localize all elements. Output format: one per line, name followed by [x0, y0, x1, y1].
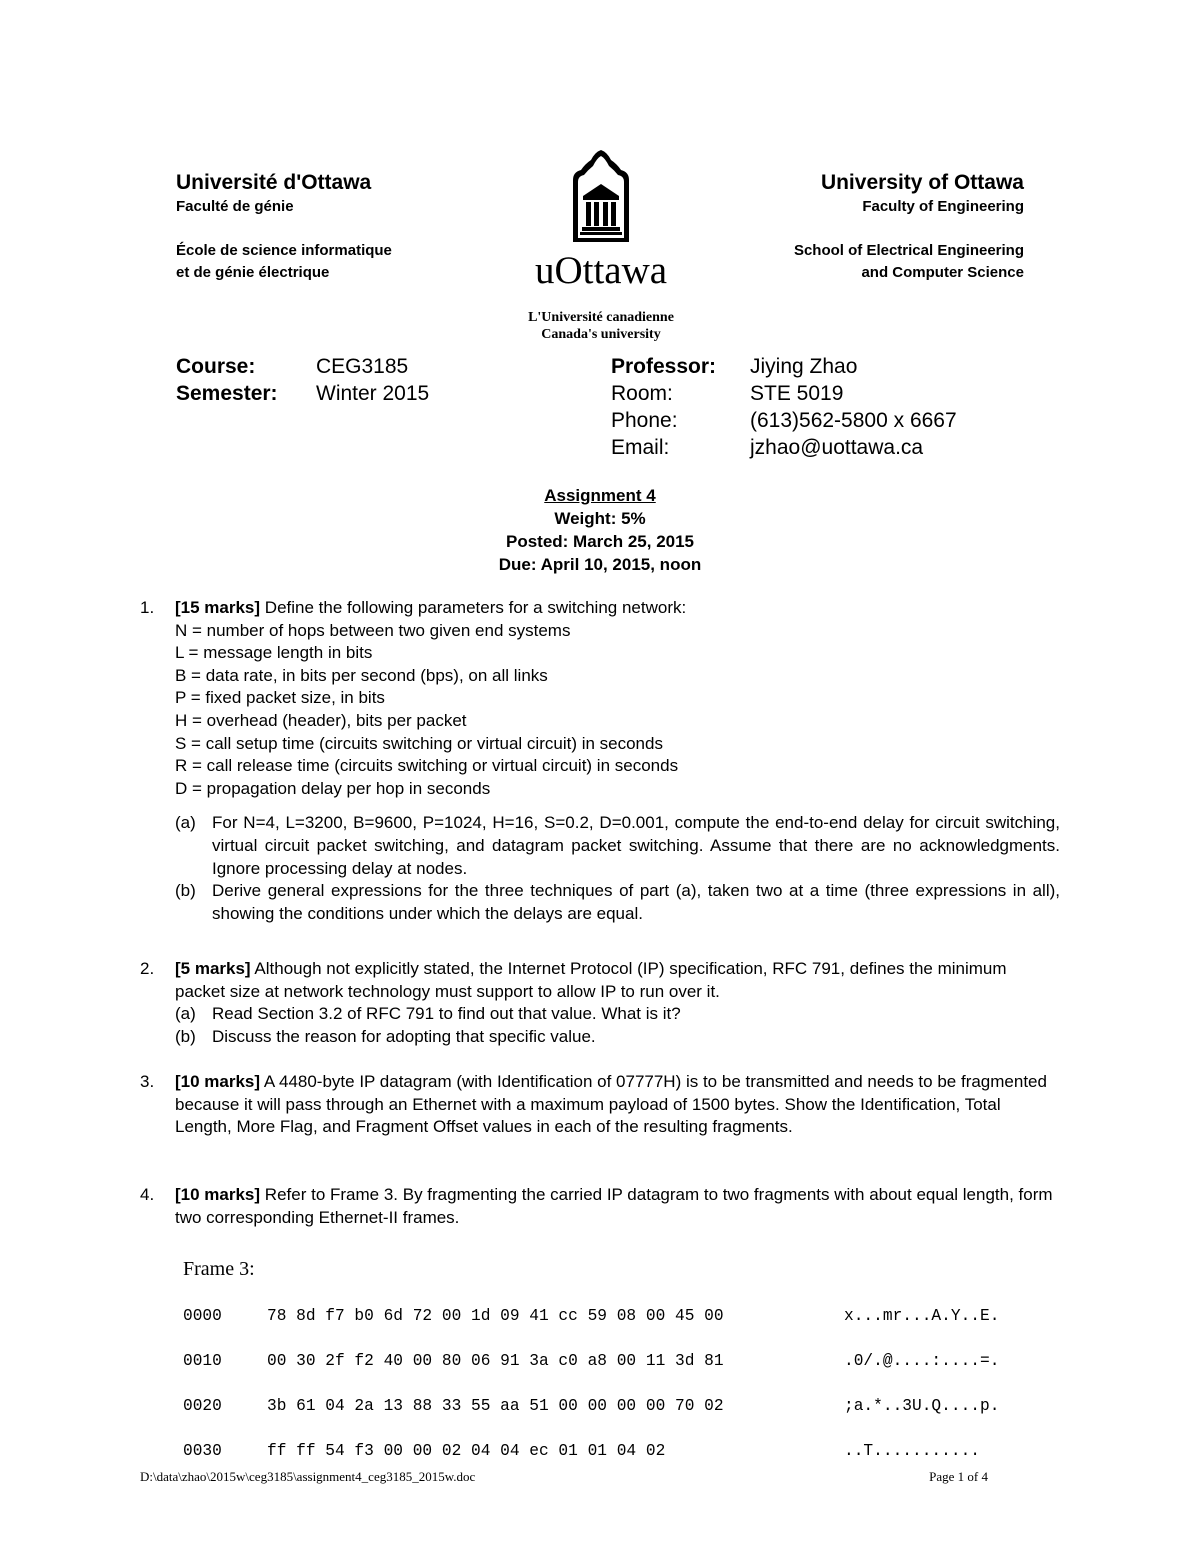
logo-tagline-fr: L'Université canadienne — [528, 310, 674, 325]
question-marks: [5 marks] — [175, 959, 251, 978]
hex-ascii: .0/.@....:....=. — [844, 1351, 1000, 1370]
hex-offset: 0000 — [183, 1306, 222, 1325]
footer-file-path: D:\data\zhao\2015w\ceg3185\assignment4_ceg3185_2015w.doc — [140, 1469, 476, 1484]
frame-title: Frame 3: — [183, 1258, 255, 1280]
part-text: Read Section 3.2 of RFC 791 to find out that value. What is it? — [212, 1004, 681, 1024]
fr-school-line2: et de génie électrique — [176, 264, 330, 281]
part-text: Discuss the reason for adopting that specific value. — [212, 1026, 596, 1046]
assignment-posted: Posted: March 25, 2015 — [505, 532, 695, 551]
question-2 — [140, 958, 1060, 1048]
fr-faculty-name: Faculté de génie — [176, 198, 294, 215]
question-4 — [140, 1184, 1060, 1229]
assignment-title: Assignment 4 — [544, 486, 656, 505]
university-building-icon — [515, 146, 687, 246]
param-h: H = overhead (header), bits per packet — [175, 710, 467, 730]
hex-row — [183, 1350, 999, 1373]
fr-school-name — [176, 240, 392, 284]
logo-tagline-en: Canada's university — [541, 327, 661, 342]
hex-offset: 0010 — [183, 1351, 222, 1370]
param-b: B = data rate, in bits per second (bps), on all links — [175, 665, 548, 685]
question-number: 2. — [140, 959, 155, 978]
en-faculty-name: Faculty of Engineering — [862, 198, 1024, 215]
hex-row — [183, 1305, 999, 1328]
param-s: S = call setup time (circuits switching or virtual circuit) in seconds — [175, 733, 663, 753]
semester-value: Winter 2015 — [316, 382, 430, 405]
fr-school-line1: École de science informatique — [176, 242, 392, 259]
part-tag: (b) — [175, 881, 196, 901]
question-1 — [140, 597, 1060, 925]
course-info-left — [176, 353, 429, 407]
hex-bytes: 3b 61 04 2a 13 88 33 55 aa 51 00 00 00 00 70 02 — [267, 1396, 724, 1415]
part-tag: (a) — [175, 813, 196, 833]
hex-bytes: 00 30 2f f2 40 00 80 06 91 3a c0 a8 00 11 3d 81 — [267, 1351, 724, 1370]
logo-wordmark: uOttawa — [534, 249, 668, 292]
question-number: 4. — [140, 1185, 155, 1204]
hex-ascii: ;a.*..3U.Q....p. — [844, 1396, 1000, 1415]
question-part-a — [175, 1003, 1060, 1026]
param-r: R = call release time (circuits switching or virtual circuit) in seconds — [175, 756, 679, 776]
question-intro: Refer to Frame 3. By fragmenting the carried IP datagram to two fragments with about equal length, form two corresponding Ethernet-II frames. — [175, 1185, 1053, 1227]
hex-row — [183, 1395, 999, 1418]
question-intro: A 4480-byte IP datagram (with Identification of 07777H) is to be transmitted and needs to be fragmented because it will pass through an Ethernet with a maximum payload of 1500 bytes. Show the Identification, Total Length, More Flag, and Fragment Offset values in each of the resulting fragments. — [175, 1072, 1047, 1137]
question-part-b — [175, 1026, 1060, 1049]
hex-dump — [183, 1282, 999, 1485]
phone-value: (613)562-5800 x 6667 — [750, 409, 957, 432]
question-intro: Although not explicitly stated, the Internet Protocol (IP) specification, RFC 791, defines the minimum packet size at network technology must support to allow IP to run over it. — [175, 959, 1007, 1001]
fr-university-name: Université d'Ottawa — [176, 171, 372, 194]
part-text: For N=4, L=3200, B=9600, P=1024, H=16, S=0.2, D=0.001, compute the end-to-end delay for circuit switching, virtual circuit packet switching, and datagram packet switching. Assume that there are no acknowledgments. Ignore processing delay at nodes. — [212, 813, 1060, 878]
hex-row — [183, 1440, 999, 1463]
hex-bytes: 78 8d f7 b0 6d 72 00 1d 09 41 cc 59 08 00 45 00 — [267, 1306, 724, 1325]
en-school-line1: School of Electrical Engineering — [793, 242, 1024, 259]
param-p: P = fixed packet size, in bits — [175, 688, 385, 708]
param-d: D = propagation delay per hop in seconds — [175, 778, 491, 798]
question-part-a — [175, 812, 1060, 880]
part-text: Derive general expressions for the three techniques of part (a), taken two at a time (three expressions in all), showing the conditions under which the delays are equal. — [212, 881, 1060, 923]
hex-offset: 0020 — [183, 1396, 222, 1415]
question-marks: [10 marks] — [175, 1185, 261, 1204]
hex-ascii: x...mr...A.Y..E. — [844, 1306, 1000, 1325]
en-school-line2: and Computer Science — [861, 264, 1024, 281]
course-info-right — [611, 353, 957, 461]
question-3 — [140, 1071, 1060, 1139]
hex-ascii: ..T........... — [844, 1441, 980, 1460]
professor-value: Jiying Zhao — [750, 355, 858, 378]
en-school-name — [794, 240, 1024, 284]
footer-page-number: Page 1 of 4 — [929, 1469, 988, 1484]
part-tag: (b) — [175, 1026, 196, 1046]
professor-label: Professor: — [611, 355, 717, 378]
hex-offset: 0030 — [183, 1441, 222, 1460]
hex-bytes: ff ff 54 f3 00 00 02 04 04 ec 01 01 04 02 — [267, 1441, 666, 1460]
question-intro: Define the following parameters for a switching network: — [264, 598, 687, 617]
assignment-weight: Weight: 5% — [554, 509, 646, 528]
param-l: L = message length in bits — [175, 643, 373, 663]
question-part-b — [175, 880, 1060, 925]
phone-label: Phone: — [611, 409, 678, 432]
logo-tagline — [515, 309, 687, 343]
email-label: Email: — [611, 436, 670, 459]
email-value: jzhao@uottawa.ca — [750, 436, 924, 459]
semester-label: Semester: — [176, 382, 278, 405]
room-label: Room: — [611, 382, 673, 405]
en-university-name: University of Ottawa — [820, 171, 1024, 194]
question-number: 1. — [140, 598, 155, 617]
question-marks: [15 marks] — [175, 598, 261, 617]
question-number: 3. — [140, 1072, 155, 1091]
assignment-heading — [0, 484, 1200, 576]
uottawa-logo — [515, 146, 687, 346]
part-tag: (a) — [175, 1004, 196, 1024]
course-value: CEG3185 — [316, 355, 409, 378]
assignment-due: Due: April 10, 2015, noon — [498, 555, 702, 574]
room-value: STE 5019 — [750, 382, 844, 405]
question-marks: [10 marks] — [175, 1072, 261, 1091]
course-label: Course: — [176, 355, 256, 378]
param-n: N = number of hops between two given end systems — [175, 620, 571, 640]
